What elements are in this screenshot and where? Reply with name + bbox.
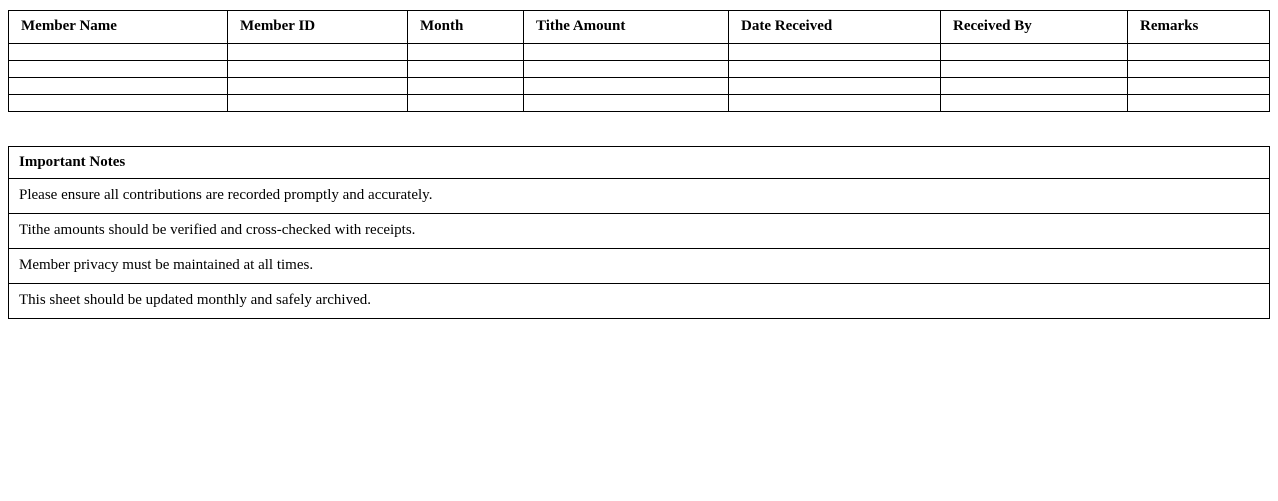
- notes-title-row: [9, 147, 1270, 179]
- empty-cell: [1128, 44, 1270, 61]
- notes-title: Important Notes: [9, 147, 1270, 179]
- empty-cell: [524, 95, 729, 112]
- note-row: [9, 249, 1270, 284]
- empty-cell: [9, 78, 228, 95]
- empty-cell: [1128, 61, 1270, 78]
- empty-cell: [524, 44, 729, 61]
- table-row: [9, 61, 1270, 78]
- note-item: This sheet should be updated monthly and safely archived.: [9, 284, 1270, 319]
- empty-cell: [408, 95, 524, 112]
- table-row: [9, 44, 1270, 61]
- empty-cell: [9, 44, 228, 61]
- empty-cell: [228, 95, 408, 112]
- empty-cell: [1128, 95, 1270, 112]
- empty-cell: [941, 61, 1128, 78]
- empty-cell: [941, 44, 1128, 61]
- table-row: [9, 78, 1270, 95]
- empty-cell: [941, 78, 1128, 95]
- empty-cell: [9, 61, 228, 78]
- column-header-member-name: Member Name: [9, 11, 228, 44]
- empty-cell: [9, 95, 228, 112]
- empty-cell: [228, 78, 408, 95]
- column-header-member-id: Member ID: [228, 11, 408, 44]
- header-row: [9, 11, 1270, 44]
- note-item: Tithe amounts should be verified and cross-checked with receipts.: [9, 214, 1270, 249]
- table-row: [9, 95, 1270, 112]
- empty-cell: [729, 61, 941, 78]
- note-item: Please ensure all contributions are recorded promptly and accurately.: [9, 179, 1270, 214]
- empty-cell: [408, 78, 524, 95]
- column-header-date-received: Date Received: [729, 11, 941, 44]
- column-header-received-by: Received By: [941, 11, 1128, 44]
- empty-cell: [524, 78, 729, 95]
- note-row: [9, 284, 1270, 319]
- empty-cell: [729, 78, 941, 95]
- note-row: [9, 179, 1270, 214]
- empty-cell: [524, 61, 729, 78]
- empty-cell: [408, 44, 524, 61]
- column-header-tithe-amount: Tithe Amount: [524, 11, 729, 44]
- empty-cell: [729, 44, 941, 61]
- empty-cell: [228, 61, 408, 78]
- tithe-record-table: [8, 10, 1270, 112]
- empty-cell: [941, 95, 1128, 112]
- empty-cell: [408, 61, 524, 78]
- important-notes-table: [8, 146, 1270, 319]
- empty-cell: [1128, 78, 1270, 95]
- note-row: [9, 214, 1270, 249]
- column-header-remarks: Remarks: [1128, 11, 1270, 44]
- column-header-month: Month: [408, 11, 524, 44]
- empty-cell: [729, 95, 941, 112]
- note-item: Member privacy must be maintained at all times.: [9, 249, 1270, 284]
- empty-cell: [228, 44, 408, 61]
